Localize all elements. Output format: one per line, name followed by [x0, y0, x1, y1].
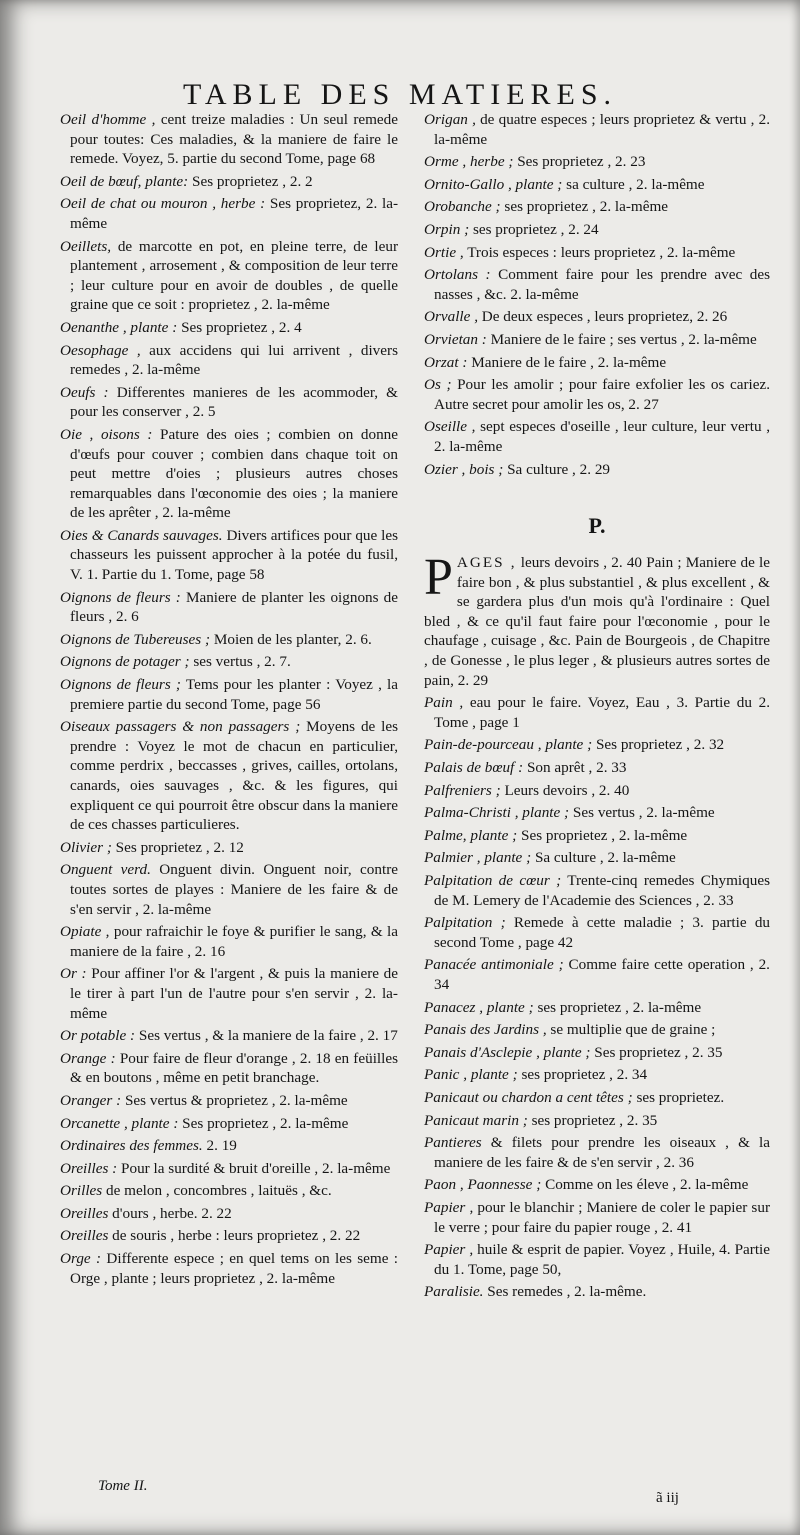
index-entry [424, 758, 770, 778]
entry-text: Pour affiner l'or & l'argent , & puis la maniere de le tirer à part l'un de l'autre pour s'en servir , 2. la-même [70, 965, 398, 1022]
entry-text: ses vertus , 2. 7. [193, 653, 291, 671]
entry-text: Moien de les planter, 2. 6. [213, 630, 372, 648]
entry-head: Palpitation de cœur ; [424, 872, 562, 889]
index-entry [424, 152, 770, 172]
entry-text: Comme on les éleve , 2. la-même [545, 1176, 749, 1194]
entry-head: Pantieres [424, 1134, 482, 1152]
index-entry [424, 1020, 770, 1040]
index-entry [60, 1204, 398, 1224]
entry-text: Ses proprietez , 2. 32 [595, 736, 725, 754]
entry-head: Ortolans : [424, 266, 491, 284]
index-entry [60, 425, 398, 523]
entry-head: Oreilles : [60, 1159, 118, 1177]
entry-head: Papier , [424, 1198, 474, 1216]
entry-text: Ses proprietez , 2. 35 [594, 1043, 723, 1061]
index-entry [60, 1159, 398, 1179]
entry-head: Opiate , [60, 923, 110, 941]
entry-text: Pour les amolir ; pour faire exfolier les os cariez. Autre secret pour amolir les os, 2. 27 [434, 376, 771, 413]
entry-text: Maniere de le faire ; ses vertus , 2. la-même [490, 330, 757, 348]
entry-head: Os ; [424, 376, 452, 394]
entry-text: Ses proprietez , 2. 12 [115, 838, 244, 856]
index-entry [424, 220, 770, 240]
entry-head: Oeil de bœuf, plante: [60, 172, 189, 190]
entry-head: Panais d'Asclepie , plante ; [424, 1043, 591, 1061]
entry-head: Oeil d'homme , [60, 111, 156, 128]
index-entry [424, 375, 770, 414]
entry-text: Pour faire de fleur d'orange , 2. 18 en feüilles & en boutons , même en petit branchage. [70, 1049, 399, 1087]
index-entry [424, 1198, 770, 1237]
entry-text: Ses proprietez , 2. la-même [182, 1114, 349, 1132]
index-entry [424, 307, 770, 327]
entry-head: Oreilles [60, 1227, 109, 1245]
entry-head: Oie , oisons : [60, 425, 153, 443]
index-entry [60, 838, 398, 858]
entry-head: Paralisie. [424, 1283, 484, 1301]
index-entry [60, 964, 398, 1023]
entry-head: Palpitation ; [424, 914, 506, 932]
index-entry [424, 1065, 770, 1085]
entry-text: ses proprietez , 2. 24 [472, 220, 599, 238]
index-entry [424, 1240, 770, 1279]
entry-text: se multiplie que de graine ; [550, 1021, 716, 1039]
entry-head: Panacez , plante ; [424, 998, 534, 1016]
entry-head: Origan , [424, 111, 476, 128]
entry-head: Orvietan : [424, 330, 487, 348]
index-entry [424, 955, 770, 994]
entry-text: Differentes manieres de les acommoder, & pour les conserver , 2. 5 [70, 383, 398, 421]
entry-text: ses proprietez , 2. la-même [504, 198, 669, 216]
entry-text: de souris , herbe : leurs proprietez , 2. 22 [112, 1227, 361, 1245]
entry-text: Sa culture , 2. 29 [507, 460, 611, 478]
index-entry [60, 1114, 398, 1134]
entry-text: Ses vertus , & la maniere de la faire , 2. 17 [138, 1027, 398, 1045]
entry-head: Ordinaires des femmes. [60, 1137, 203, 1155]
index-entry [424, 735, 770, 755]
entry-head: Orme , herbe ; [424, 153, 514, 171]
entry-text: Onguent divin. Onguent noir, contre toutes sortes de playes : Maniere de les faire & de s'en servir , 2. la-même [70, 861, 398, 918]
index-entry [60, 237, 398, 315]
index-entry [60, 1226, 398, 1246]
entry-text: Comme faire cette operation , 2. 34 [434, 956, 770, 993]
right-column [424, 110, 770, 1305]
entry-head: Ozier , bois ; [424, 460, 504, 478]
entry-text: Ses proprietez , 2. 2 [192, 172, 313, 190]
index-entry [60, 588, 398, 627]
index-entry [60, 1091, 398, 1111]
footer-signature: ã iij [656, 1490, 679, 1506]
o-entries [424, 110, 770, 479]
entry-head: Pain , [424, 694, 464, 712]
entry-head: Palfreniers ; [424, 781, 501, 799]
entry-text: sept especes d'oseille , leur culture, leur vertu , 2. la-même [434, 418, 770, 455]
page-header: TABLE DES MATIERES. [182, 78, 618, 111]
index-entry [60, 675, 398, 714]
index-entry [60, 630, 398, 650]
entry-head: Oeillets, [60, 237, 112, 255]
entry-head: Oignons de Tubereuses ; [60, 630, 211, 648]
entry-text: leurs devoirs , 2. 40 Pain ; Maniere de le faire bon , & plus substantiel , & plus excellent , & se gardera plus d'un mois qu'à l'ordinaire : Quel bled , & ce qu'il faut faire pour l'œconomie , pour le chaufage , cuisage , &c. Pain de Bourgeois , de Chapitre , de Gonesse , le plus leger , & plusieurs autres sortes de pain, 2. 29 [424, 554, 770, 689]
entry-text: de marcotte en pot, en pleine terre, de leur plantement , arrosement , & composition de leur terre ; leur culture pour en avoir de doubles , de quelle graine que ce soit : proprietez , 2. la-même [70, 237, 398, 314]
entry-head: Oignons de potager ; [60, 653, 190, 671]
entry-head: Oeufs : [60, 383, 109, 401]
entry-text: Differente espece ; en quel tems on les seme : Orge , plante ; leurs proprietez , 2. la-même [70, 1250, 399, 1287]
index-entry [424, 693, 770, 732]
index-entry [424, 1088, 770, 1108]
entry-head: Panic , plante ; [424, 1066, 518, 1084]
index-entry [424, 330, 770, 350]
index-entry [424, 353, 770, 373]
entry-text: pour le blanchir ; Maniere de coler le papier sur le verre ; pour faire du papier rouge , 2. 41 [434, 1198, 770, 1236]
entry-text: Son aprêt , 2. 33 [526, 759, 627, 777]
index-entry [60, 717, 398, 835]
index-entry [60, 110, 398, 169]
entry-text: Pour la surdité & bruit d'oreille , 2. la-même [121, 1159, 391, 1177]
index-entry [424, 913, 770, 952]
index-entry [60, 1026, 398, 1046]
entry-head: Orilles [60, 1182, 103, 1200]
entry-head: Orange : [60, 1049, 116, 1067]
entry-head: Papier , [424, 1241, 474, 1259]
entry-text: Ses vertus , 2. la-même [572, 804, 715, 822]
index-entry [424, 549, 770, 690]
entry-head: Oenanthe , plante : [60, 318, 178, 336]
index-entry [60, 1049, 398, 1088]
index-entry [60, 341, 398, 380]
index-entry [424, 1282, 770, 1302]
entry-head: Panicaut marin ; [424, 1111, 528, 1129]
entry-text: Ses remedes , 2. la-même. [487, 1283, 647, 1301]
entry-head: Palmier , plante ; [424, 849, 532, 867]
index-entry [424, 175, 770, 195]
entry-text: Ses proprietez , 2. 4 [181, 318, 302, 336]
entry-head: Ornito-Gallo , plante ; [424, 175, 563, 193]
entry-text: ses proprietez , 2. 34 [521, 1066, 648, 1084]
entry-head: Olivier ; [60, 838, 112, 856]
entry-text: Remede à cette maladie ; 3. partie du second Tome , page 42 [434, 914, 771, 951]
entry-head: Ortie , [424, 243, 464, 261]
entry-text: aux accidens qui lui arrivent , divers remedes , 2. la-même [70, 341, 398, 379]
index-entry [424, 848, 770, 868]
index-entry [424, 803, 770, 823]
p-entries [424, 693, 770, 1302]
index-entry [424, 1175, 770, 1195]
entry-text: Sa culture , 2. la-même [534, 849, 676, 867]
entry-text: de melon , concombres , laituës , &c. [106, 1182, 332, 1200]
entry-text: d'ours , herbe. 2. 22 [112, 1204, 232, 1222]
entry-head: Panacée antimoniale ; [424, 956, 564, 974]
entry-text: De deux especes , leurs proprietez, 2. 26 [481, 308, 728, 326]
entry-head: Palme, plante ; [424, 826, 518, 844]
entry-text: sa culture , 2. la-même [566, 175, 705, 193]
entry-text: ses proprietez , 2. 35 [531, 1111, 658, 1129]
entry-head: Oesophage , [60, 341, 141, 359]
entry-text: 2. 19 [206, 1137, 237, 1155]
index-entry [60, 318, 398, 338]
entry-text: pour rafraichir le foye & purifier le sang, & la maniere de la faire , 2. 16 [70, 923, 398, 960]
index-entry [424, 1133, 770, 1172]
entry-text: de quatre especes ; leurs proprietez & vertu , 2. la-même [434, 111, 770, 148]
section-letter: P. [588, 513, 606, 539]
entry-text: Comment faire pour les prendre avec des nasses , &c. 2. la-même [434, 266, 770, 303]
index-entry [60, 922, 398, 961]
entry-head: Or potable : [60, 1027, 136, 1045]
index-entry [424, 417, 770, 456]
entry-head: Orcanette , plante : [60, 1114, 179, 1132]
entry-text: huile & esprit de papier. Voyez , Huile, 4. Partie du 1. Tome, page 50, [434, 1241, 771, 1278]
entry-text: eau pour le faire. Voyez, Eau , 3. Partie du 2. Tome , page 1 [434, 694, 770, 731]
entry-text: Moyens de les prendre : Voyez le mot de chacun en particulier, comme perdrix , beccasses , grives, cailles, ortolans, canards, oies sauvages , &c. & les figures, qui expliquent ce qui pourroit être obscur dans la maniere de ces chasses particulieres. [70, 718, 399, 834]
entry-head: Orge : [60, 1250, 102, 1268]
entry-head: Palma-Christi , plante ; [424, 804, 570, 822]
entry-text: Maniere de le faire , 2. la-même [471, 353, 667, 371]
entry-head: Oranger : [60, 1091, 122, 1109]
left-column [60, 110, 398, 1291]
entry-head: Oignons de fleurs : [60, 588, 181, 606]
index-entry [424, 110, 770, 149]
entry-head: Oiseaux passagers & non passagers ; [60, 718, 301, 736]
entry-head: Onguent verd. [60, 861, 151, 879]
index-entry [60, 172, 398, 192]
entry-text: Trois especes : leurs proprietez , 2. la-même [467, 243, 736, 261]
entry-head: Oreilles [60, 1204, 109, 1222]
index-entry [424, 871, 770, 910]
entry-text: Tems pour les planter : Voyez , la premiere partie du second Tome, page 56 [70, 676, 398, 713]
entry-head: Orpin ; [424, 220, 470, 238]
index-entry [424, 1111, 770, 1131]
index-entry [424, 265, 770, 304]
entry-text: cent treize maladies : Un seul remede pour toutes: Ces maladies, & la maniere de faire le remede. Voyez, 5. partie du second Tome, page 68 [70, 111, 399, 168]
entry-text: Ses proprietez , 2. 23 [517, 153, 646, 171]
index-entry [60, 526, 398, 585]
index-entry [60, 1249, 398, 1288]
entry-text: & filets pour prendre les oiseaux , & la maniere de les faire & de s'en servir , 2. 36 [434, 1134, 770, 1171]
entry-head: Palais de bœuf : [424, 759, 524, 777]
entry-text: Divers artifices pour que les chasseurs les puissent approcher à la potée du fusil, V. 1. Partie du 1. Tome, page 58 [70, 526, 399, 584]
entry-head: Pain-de-pourceau , plante ; [424, 736, 593, 754]
entry-head: Oies & Canards sauvages. [60, 526, 223, 544]
index-entry [424, 998, 770, 1018]
index-entry [60, 1181, 398, 1201]
entry-head: Or : [60, 965, 87, 983]
entry-head: AGES , [456, 554, 517, 572]
entry-head: Orzat : [424, 353, 468, 371]
entry-head: Oignons de fleurs ; [60, 676, 181, 694]
index-entry [424, 460, 770, 480]
index-entry [60, 383, 398, 422]
index-entry [424, 826, 770, 846]
entry-head: Oseille , [424, 418, 476, 436]
entry-head: Oeil de chat ou mouron , herbe : [60, 195, 266, 213]
index-entry [424, 781, 770, 801]
entry-head: Orobanche ; [424, 198, 501, 216]
entry-head: Panicaut ou chardon a cent têtes ; [424, 1088, 633, 1106]
entry-text: Trente-cinq remedes Chymiques de M. Lemery de l'Academie des Sciences , 2. 33 [434, 872, 770, 909]
entry-text: Ses vertus & proprietez , 2. la-même [124, 1091, 348, 1109]
index-entry [424, 197, 770, 217]
index-entry [60, 194, 398, 233]
index-entry [60, 1136, 398, 1156]
entry-text: Ses proprietez , 2. la-même [521, 826, 688, 844]
entry-text: Pature des oies ; combien on donne d'œufs pour couver ; combien dans chaque toit on peut mettre d'oies ; plusieurs autres choses remarquables dans l'œconomie des oies ; la maniere de les aprêter , 2. la-même [70, 425, 399, 522]
entry-text: Leurs devoirs , 2. 40 [504, 781, 630, 799]
entry-text: ses proprietez , 2. la-même [537, 998, 702, 1016]
drop-cap: P [424, 549, 453, 607]
entry-text: Maniere de planter les oignons de fleurs , 2. 6 [70, 588, 398, 626]
index-entry [424, 243, 770, 263]
entry-text: ses proprietez. [636, 1088, 725, 1106]
index-entry [424, 1043, 770, 1063]
footer-volume: Tome II. [98, 1478, 148, 1494]
index-entry [60, 652, 398, 672]
entry-head: Paon , Paonnesse ; [424, 1176, 542, 1194]
entry-text: Ses proprietez, 2. la-même [70, 195, 398, 232]
entry-head: Orvalle , [424, 308, 478, 326]
index-entry [60, 860, 398, 919]
entry-head: Panais des Jardins , [424, 1021, 547, 1039]
